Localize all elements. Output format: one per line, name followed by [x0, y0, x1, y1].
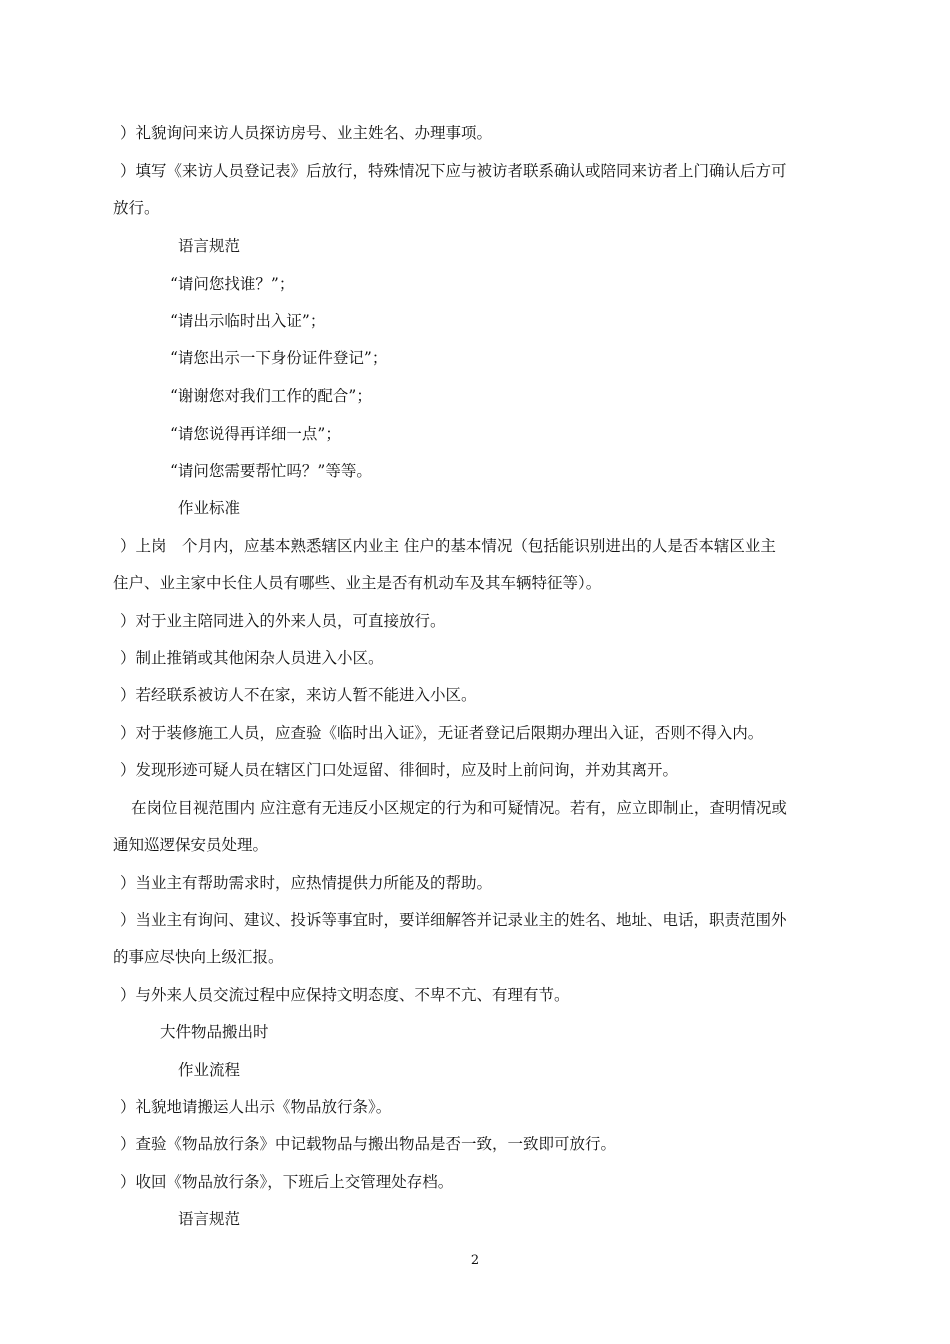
text-line: “请问您需要帮忙吗？”等等。: [170, 462, 372, 480]
text-line: ）若经联系被访人不在家，来访人暂不能进入小区。: [120, 686, 477, 704]
text-line: “请出示临时出入证”；: [170, 312, 326, 330]
text-line: ）发现形迹可疑人员在辖区门口处逗留、徘徊时，应及时上前问询，并劝其离开。: [120, 761, 679, 779]
text-line: “请您出示一下身份证件登记”；: [170, 349, 388, 367]
text-line: ）当业主有帮助需求时，应热情提供力所能及的帮助。: [120, 874, 493, 892]
section-heading: 大件物品搬出时: [160, 1023, 269, 1041]
text-line: “请问您找谁？”；: [170, 275, 295, 293]
text-line: ）礼貌询问来访人员探访房号、业主姓名、办理事项。: [120, 124, 493, 142]
text-line: ）对于装修施工人员，应查验《临时出入证》，无证者登记后限期办理出入证，否则不得入内。: [120, 724, 764, 742]
text-line: 住户、业主家中长住人员有哪些、业主是否有机动车及其车辆特征等）。: [113, 574, 602, 592]
text-line: ）填写《来访人员登记表》后放行，特殊情况下应与被访者联系确认或陪同来访者上门确认后方可: [120, 162, 787, 180]
text-line: ）礼貌地请搬运人出示《物品放行条》。: [120, 1098, 392, 1116]
text-line: 放行。: [113, 199, 160, 217]
section-heading: 语言规范: [178, 237, 241, 255]
text-line: ）当业主有询问、建议、投诉等事宜时，要详细解答并记录业主的姓名、地址、电话，职责范围外: [120, 911, 787, 929]
text-line: ）制止推销或其他闲杂人员进入小区。: [120, 649, 384, 667]
text-line: 的事应尽快向上级汇报。: [113, 948, 284, 966]
text-line: ）对于业主陪同进入的外来人员，可直接放行。: [120, 612, 446, 630]
text-line: ）上岗 个月内，应基本熟悉辖区内业主 住户的基本情况（包括能识别进出的人是否本辖区业主: [120, 537, 776, 555]
section-heading: 作业标准: [178, 499, 241, 517]
text-line: “谢谢您对我们工作的配合”；: [170, 387, 372, 405]
section-heading: 作业流程: [178, 1061, 241, 1079]
section-heading: 语言规范: [178, 1210, 241, 1228]
text-line: ）查验《物品放行条》中记载物品与搬出物品是否一致，一致即可放行。: [120, 1135, 617, 1153]
text-line: 通知巡逻保安员处理。: [113, 836, 269, 854]
text-line: “请您说得再详细一点”；: [170, 425, 341, 443]
text-line: 在岗位目视范围内 应注意有无违反小区规定的行为和可疑情况。若有，应立即制止，查明情况或: [131, 799, 787, 817]
text-line: ）收回《物品放行条》，下班后上交管理处存档。: [120, 1173, 454, 1191]
page-number: 2: [470, 1253, 480, 1268]
text-line: ）与外来人员交流过程中应保持文明态度、不卑不亢、有理有节。: [120, 986, 570, 1004]
